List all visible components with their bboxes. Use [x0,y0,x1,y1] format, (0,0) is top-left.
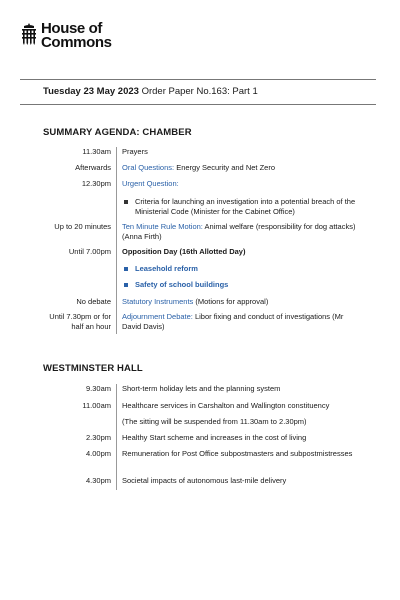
agenda-row [43,433,363,449]
bullet-item [122,278,363,290]
title-rule [20,104,376,105]
agenda-time: 11.30am [82,147,111,156]
agenda-item: Societal impacts of autonomous last-mile delivery [116,474,363,490]
agenda-item [116,278,363,294]
top-rule [20,79,376,80]
agenda-item: Opposition Day (16th Allotted Day) [116,247,363,262]
agenda-item [116,179,363,193]
bullet-text: Criteria for launching an investigation into a potential breach of the Ministerial Code (Minister for the Cabinet Office) [135,197,356,216]
agenda-row [43,278,363,294]
agenda-item-text: (Motions for approval) [193,297,269,306]
bullet-item [122,193,363,217]
agenda-item: Healthy Start scheme and increases in the cost of living [116,433,363,449]
agenda-row [43,449,363,474]
agenda-time: 11.00am [82,401,111,410]
agenda-item [116,312,363,334]
agenda-item: Remuneration for Post Office subpostmasters and subpostmistresses [116,449,363,474]
logo-wordmark [41,22,112,49]
bullet-square-icon [124,200,128,204]
westminster-hall-table [43,384,363,490]
agenda-row [43,179,363,193]
agenda-item [116,193,363,220]
agenda-item [116,220,363,247]
agenda-row [43,384,363,401]
logo-line-2: Commons [41,33,112,51]
agenda-row [43,193,363,220]
agenda-item-text: Libor fixing and conduct of investigations (Mr David Davis) [122,312,344,331]
agenda-item-text: Energy Security and Net Zero [174,163,275,172]
chamber-heading: SUMMARY AGENDA: CHAMBER [43,127,192,138]
westminster-hall-heading: WESTMINSTER HALL [43,363,143,374]
agenda-row [43,220,363,247]
agenda-row [43,163,363,179]
leasehold-reform-link[interactable]: Leasehold reform [135,264,198,273]
agenda-time: No debate [76,297,111,306]
agenda-time: 4.00pm [85,449,111,458]
agenda-item [116,262,363,278]
agenda-time: Until 7.30pm or for half an hour [49,312,111,331]
paper-number: Order Paper No.163: Part 1 [138,86,258,97]
logo-line-1: House of [41,20,102,37]
agenda-time: Until 7.00pm [68,247,111,256]
bullet-item [122,262,363,274]
order-paper-title [43,86,258,97]
agenda-time: Up to 20 minutes [54,222,111,231]
agenda-row [43,294,363,312]
agenda-time: 4.30pm [85,476,111,485]
agenda-row [43,401,363,417]
agenda-row [43,147,363,163]
paper-date: Tuesday 23 May 2023 [43,86,139,97]
agenda-item-text: Animal welfare (responsibility for dog attacks) (Anna Firth) [122,222,356,241]
bullet-square-icon [124,283,128,287]
agenda-row [43,417,363,433]
agenda-time [43,417,116,433]
agenda-time: 2.30pm [85,433,111,442]
agenda-row [43,262,363,278]
agenda-time: 9.30am [85,384,111,393]
oral-questions-link[interactable]: Oral Questions: [122,163,175,172]
agenda-item: (The sitting will be suspended from 11.30am to 2.30pm) [116,417,363,433]
agenda-time: Afterwards [75,163,111,172]
agenda-item: Prayers [116,147,363,163]
school-buildings-link[interactable]: Safety of school buildings [135,280,229,289]
bullet-square-icon [124,267,128,271]
agenda-item: Short-term holiday lets and the planning system [116,384,363,401]
agenda-item [116,163,363,179]
portcullis-icon [20,23,38,45]
adjournment-debate-link[interactable]: Adjournment Debate: [122,312,193,321]
house-of-commons-logo [20,22,112,49]
agenda-row [43,474,363,490]
agenda-row [43,312,363,334]
chamber-agenda-table [43,147,363,334]
ten-minute-rule-link[interactable]: Ten Minute Rule Motion: [122,222,203,231]
agenda-item: Healthcare services in Carshalton and Wallington constituency [116,401,363,417]
agenda-time: 12.30pm [81,179,111,188]
urgent-question-link[interactable]: Urgent Question: [122,179,179,188]
agenda-item [116,294,363,312]
agenda-row [43,247,363,262]
statutory-instruments-link[interactable]: Statutory Instruments [122,297,194,306]
